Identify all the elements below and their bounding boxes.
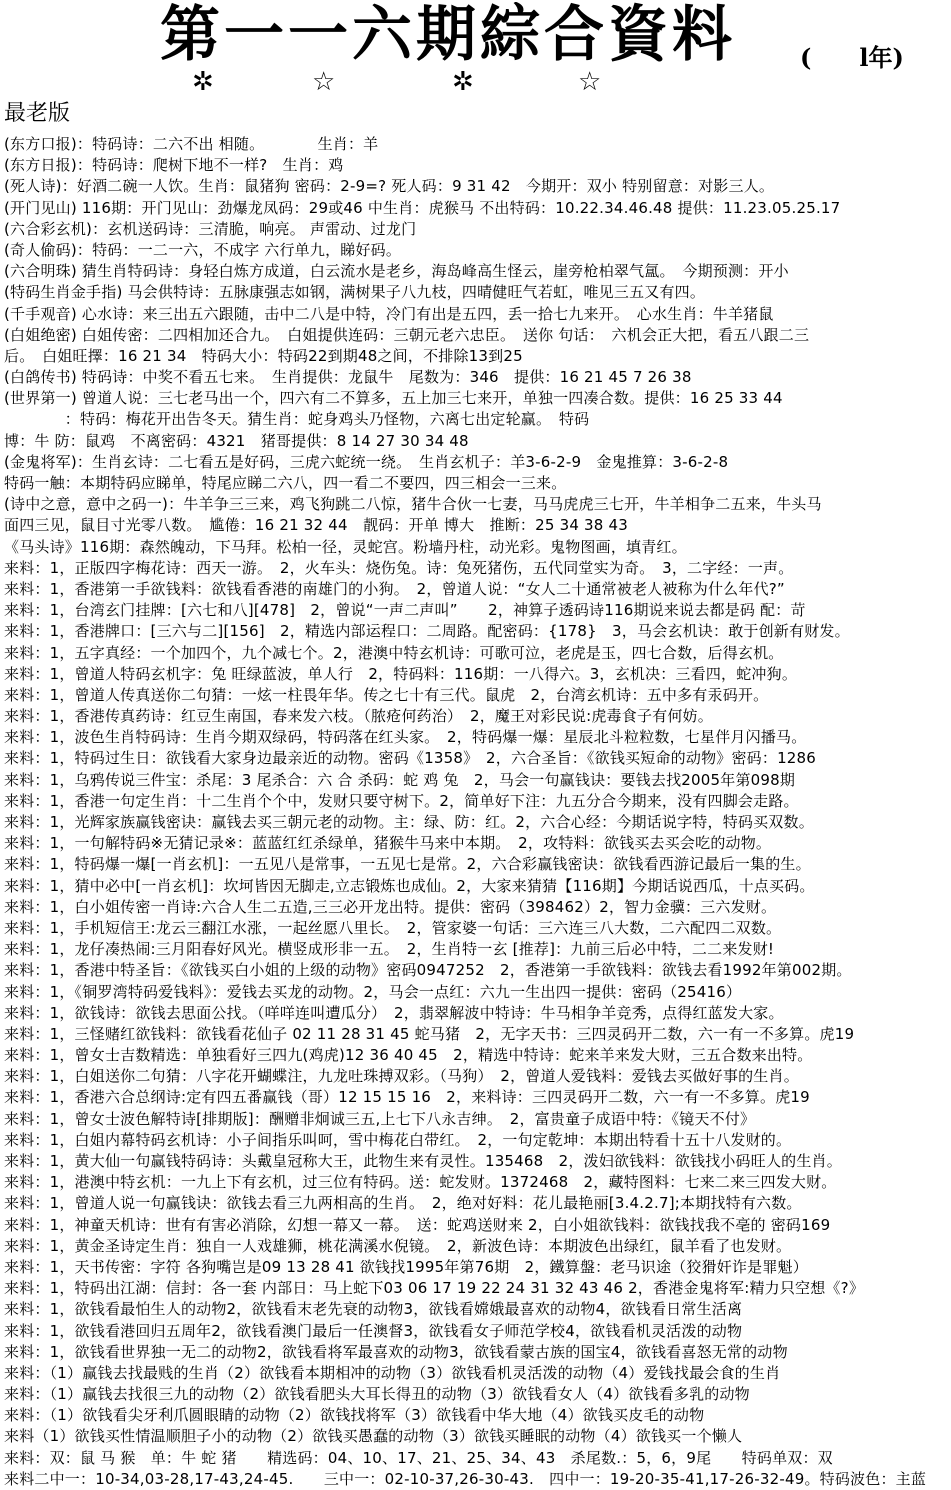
text-line: 来料：1，黄大仙一句赢钱特码诗：头戴皇冠称大王，此物生来有灵性。135468 2，泼妇欲钱料：欲钱找小码旺人的生肖。	[4, 1152, 842, 1170]
text-line: 来料：1，曾道人特码玄机字：兔 旺绿蓝波，单人行 2，特码料：116期：一八得六。3，玄机决：三看四，蛇冲狗。	[4, 664, 798, 683]
text-line: 来料：1，港澳中特玄机：一九上下有玄机，过三位有特码。送：蛇发财。1372468 2，藏特图料：七来二来三四发大财。	[4, 1173, 837, 1192]
text-line: 《马头诗》116期：森然魄动，下马拜。松柏一径，灵蛇宫。粉墙丹柱，动光彩。鬼物图画，填青红。	[4, 537, 687, 556]
text-line: 来料：1，《铜罗湾特码爱钱料》：爱钱去买龙的动物。2，马会一点红：六九一生出四一提供：密码（25416）	[4, 982, 742, 1001]
text-line: (东方日报)：特码诗：爬树下地不一样? 生肖：鸡	[4, 156, 344, 175]
star-icon: ☆	[578, 67, 602, 97]
text-line: (死人诗)：好酒二碗一人饮。生肖：鼠猪狗 密码：2-9=? 死人码：9 31 42 今期开：双小 特别留意：对影三人。	[4, 177, 775, 196]
text-line: 来料：1，光辉家族赢钱密诀：赢钱去买三朝元老的动物。主：绿、防：红。2，六合心经：今期话说字特，特码买双数。	[4, 813, 814, 831]
year-label: ( l年)	[800, 43, 904, 72]
text-line: 来料：1，欲钱诗：欲钱去思面公找。（咩咩连叫遭瓜分） 2，翡翠解波中特诗：牛马相争羊竞秀，点得红蓝发大家。	[4, 1003, 784, 1022]
text-line: (白姐绝密) 白姐传密：二四相加还合九。 白姐提供连码：三朝元老六忠臣。 送你 句话： 六机会正大把，看五八跟二三	[4, 325, 810, 344]
text-line: 来料：1，曾道人说一句赢钱诀：欲钱去看三九两相高的生肖。 2，绝对好料：花儿最艳丽[3.4.2.7];本期找特有六数。	[4, 1194, 802, 1213]
title-ornaments	[170, 68, 610, 98]
text-line: 来料：1，曾女士吉数精选：单独看好三四九(鸡虎)12 36 40 45 2，精选中特诗：蛇来羊来发大财，三五合数来出特。	[4, 1046, 813, 1065]
text-line: (六合彩玄机)：玄机送码诗：三清脆，响亮。 声雷动、过龙门	[4, 219, 417, 238]
text-line: 来料：1，欲钱看最怕生人的动物2，欲钱看末老先衰的动物3，欲钱看嫦娥最喜欢的动物4，欲钱看日常生活离	[4, 1300, 743, 1319]
text-line: 来料：（1）赢钱去找很三九的动物（2）欲钱看肥头大耳长得丑的动物（3）欲钱看女人（4）欲钱看多乳的动物	[4, 1385, 750, 1404]
page-title: 第一一六期綜合資料	[160, 2, 736, 68]
text-line: 来料：1，香港中特圣旨：《欲钱买白小姐的上级的动物》密码0947252 2，香港第一手欲钱料：欲钱去看1992年第002期。	[4, 961, 852, 980]
text-line: 来料：1，五字真经：一个加四个，九个减七个。2，港澳中特玄机诗：可歌可泣，老虎是玉，四七合数，后得玄机。	[4, 643, 784, 662]
text-line: 来料：1，香港牌口：[三六与二][156] 2，精选内部运程口：二周路。配密码：{178} 3，马会玄机诀：敢于创新有财发。	[4, 622, 850, 641]
text-line: (开门见山) 116期：开门见山：劲爆龙凤码：29或46 中生肖：虎猴马 不出特码：10.22.34.46.48 提供：11.23.05.25.17	[4, 198, 841, 217]
text-line: 来料：1，正版四字梅花诗：西天一游。 2，火车头：烧伤兔。诗：兔死猪伤，五代同堂实为奇。 3，二字经：一声。	[4, 558, 794, 577]
text-line: (东方口报)：特码诗：二六不出 相随。 生肖：羊	[4, 135, 379, 153]
text-line: 来料：1，波色生肖特码诗：生肖今期双绿码，特码落在红头家。 2，特码爆一爆：星辰北斗粒粒数，七星伴月闪播马。	[4, 728, 807, 747]
text-line: (白鸽传书) 特码诗：中奖不看五七来。 生肖提供：龙鼠牛 尾数为：346 提供：16 21 45 7 26 38	[4, 368, 692, 387]
content-lines	[4, 134, 948, 1490]
edition-label: 最老版	[4, 101, 71, 126]
text-line: 来料：1，特码出江湖：信封：各一套 内部日：马上蛇下03 06 17 19 22 24 31 32 43 46 2，香港金鬼将军:精力只空想《?》	[4, 1279, 865, 1298]
text-line: 来料：1，香港一句定生肖：十二生肖个个中，发财只要守树下。2，简单好下注：九五分合今期来，没有四脚会走路。	[4, 791, 799, 810]
text-line: 来料：（1）赢钱去找最贱的生肖（2）欲钱看本期相冲的动物（3）欲钱看机灵活泼的动物（4）爱钱找最会食的生肖	[4, 1363, 781, 1382]
text-line: 来料：1，一句解特码※无猜记录※：蓝蓝红红杀绿单，猪猴牛马来中本期。 2，攻特料：欲钱买去买会吃的动物。	[4, 834, 772, 853]
text-line: 来料：1，欲钱看世界独一无二的动物2，欲钱看将军最喜欢的动物3，欲钱看蒙古族的国宝4，欲钱看喜怒无常的动物	[4, 1342, 788, 1361]
text-line: 来料：1，白姐送你二句猜：八字花开蝴蝶注，九龙吐珠搏双彩。（马狗） 2，曾道人爱钱料：爱钱去买做好事的生肖。	[4, 1067, 799, 1086]
star-icon: ☆	[312, 67, 336, 97]
text-line: 来料：1，猜中必中[一肖玄机]：坎坷皆因无脚走,立志锻炼也成仙。2，大家来猜猜【116期】今期话说西瓜，十点买码。	[4, 876, 815, 895]
text-line: 来料：1，白小姐传密一肖诗:六合人生二五造,三三必开龙出特。提供：密码（398462）2，智力金骥：三六发财。	[4, 897, 777, 916]
text-line: ：特码：梅花开出告冬天。猜生肖：蛇身鸡头乃怪物，六离七出定轮赢。 特码	[4, 410, 590, 429]
text-line: 来料：1，曾道人传真送你二句猜：一炫一柱畏年华。传之七十有三代。鼠虎 2，台湾玄机诗：五中多有汞码开。	[4, 685, 769, 704]
text-line: 面四三见，鼠目寸光零八数。 尴倦：16 21 32 44 靓码：开单 博大 推断：25 34 38 43	[4, 516, 628, 535]
text-line: (金鬼将军)：生肖玄诗：二七看五是好码，三虎六蛇统一绕。 生肖玄机子：羊3-6-2-9 金鬼推算：3-6-2-8	[4, 452, 729, 471]
text-line: 来料二中一：10-34,03-28,17-43,24-45. 三中一：02-10-37,26-30-43. 四中一：19-20-35-41,17-26-32-49。特码波色：主蓝	[4, 1469, 927, 1488]
text-line: 来料：1，特码过生日：欲钱看大家身边最亲近的动物。密码《1358》 2，六合圣旨：《欲钱买短命的动物》密码：1286	[4, 749, 817, 768]
text-line: 来料：1，香港传真药诗：红豆生南国，春来发六枝。（脓疮何药治） 2，魔王对彩民说:虎毒食子有何妨。	[4, 707, 713, 726]
text-line: (奇人偷码)：特码：一二一六，不成字 六行单九，睇好码。	[4, 240, 402, 259]
text-line: 来料：1，香港第一手欲钱料：欲钱看香港的南雄门的小狗。 2，曾道人说：“女人二十通常被老人被称为什么年代?”	[4, 579, 785, 598]
text-line: 后。 白姐旺擇：16 21 34 特码大小：特码22到期48之间，不排除13到25	[4, 346, 523, 365]
text-line: 来料：1，乌鸦传说三件宝：杀尾：3 尾杀合：六 合 杀码：蛇 鸡 兔 2，马会一句赢钱诀：要钱去找2005年第098期	[4, 770, 796, 789]
text-line: 来料（1）欲钱买性情温顺胆子小的动物（2）欲钱买愚蠢的动物（3）欲钱买睡眠的动物（4）欲钱买一个懒人	[4, 1427, 743, 1446]
asterisk-icon: ✲	[192, 67, 214, 97]
text-line: (世界第一) 曾道人说：三七老马出一个，四六有二不算多，五上加三七来开，单独一四凑合数。提供：16 25 33 44	[4, 389, 783, 408]
text-line: 来料：1，天书传密：字符 各狗嘴岂是09 13 28 41 欲钱找1995年第76期 2，鐵算盤：老马识途（狡猾奸诈是罪魁）	[4, 1257, 808, 1276]
text-line: 来料：1，香港六合总纲诗:定有四五番赢钱（哥）12 15 15 16 2，来料诗：三四灵码开二数，六一有一不多算。虎19	[4, 1088, 810, 1107]
text-line: 来料：1，神童天机诗：世有有害必消除，幻想一幕又一幕。 送：蛇鸡送财来 2，白小姐欲钱料：欲钱找我不亳的 密码169	[4, 1215, 831, 1234]
text-line: (诗中之意，意中之码一)：牛羊争三三来，鸡飞狗跳二八惊，猪牛合伙一七妻，马马虎虎三七开，牛羊相争二五来，牛头马	[4, 495, 822, 514]
asterisk-icon: ✲	[452, 67, 474, 97]
text-line: 来料：双：鼠 马 猴 单：牛 蛇 猪 精选码：04、10、17、21、25、34、43 杀尾数.：5，6，9尾 特码单双：双	[4, 1448, 833, 1467]
text-line: (六合明珠) 猜生肖特码诗：身轻白炼方成道，白云流水是老乡，海岛峰高生怪云，崖旁枪柏翠气氲。 今期预测：开小	[4, 262, 789, 281]
text-line: 来料：1，龙仔凑热闹:三月阳春好风光。横竖成形非一五。 2，生肖特一玄 [推荐]：九前三后必中特，二二来发财!	[4, 940, 775, 959]
text-line: 来料：1，特码爆一爆[一肖玄机]：一五见八是常事，一五见七是常。2，六合彩赢钱密诀：欲钱看西游记最后一集的生。	[4, 855, 811, 874]
text-line: (千手观音) 心水诗：来三出五六跟随，击中二八是中特，冷门有出是五四，丢一拾七九来开。 心水生肖：牛羊猪鼠	[4, 304, 774, 323]
text-line: (特码生肖金手指) 马会供特诗：五脉康强志如钢，满树果子八九枝，四晴健旺气若虹，唯见三五又有四。	[4, 283, 706, 302]
text-line: 来料：1，台湾玄门挂牌：[六七和八][478] 2，曾说“一声二声叫” 2，神算子透码诗116期说来说去都是码 配：苛	[4, 601, 806, 620]
text-line: 来料：1，曾女士波色解特诗[排期版]：酬赠非炯诚三五,上七下八永吉绅。 2，富贵童子成语中特：《镜天不付》	[4, 1109, 756, 1128]
header	[0, 0, 951, 100]
text-line: 来料：1，三怪赌红欲钱料：欲钱看花仙子 02 11 28 31 45 蛇马猪 2，无字天书：三四灵码开二数，六一有一不多算。虎19	[4, 1024, 855, 1043]
text-line: 特码一触：本期特码应睇单，特尾应睇二六八，四一看二不要四，四三相会一三来。	[4, 474, 567, 492]
text-line: 来料：1，黄金圣诗定生肖：独自一人戏雄狮，桃花满溪水倪镜。 2，新波色诗：本期波色出绿红，鼠羊看了也发财。	[4, 1236, 792, 1255]
text-line: 来料：1，手机短信王:龙云三翻江水涨，一起丝愿八里长。 2，管家婆一句话：三六连三八大数，二六配四二双数。	[4, 918, 782, 937]
text-line: 来料：1，白姐内幕特码玄机诗：小子间指乐叫呵，雪中梅花白带红。 2，一句定乾坤：本期出特看十五十八发财的。	[4, 1130, 792, 1149]
text-line: 来料：1，欲钱看港回归五周年2，欲钱看澳门最后一任澳督3，欲钱看女子师范学校4，欲钱看机灵活泼的动物	[4, 1321, 743, 1340]
text-line: 来料：（1）欲钱看尖牙利爪圆眼睛的动物（2）欲钱找将军（3）欲钱看中华大地（4）欲钱买皮毛的动物	[4, 1406, 705, 1425]
text-line: 博：牛 防：鼠鸡 不离密码：4321 猪哥提供：8 14 27 30 34 48	[4, 431, 469, 450]
